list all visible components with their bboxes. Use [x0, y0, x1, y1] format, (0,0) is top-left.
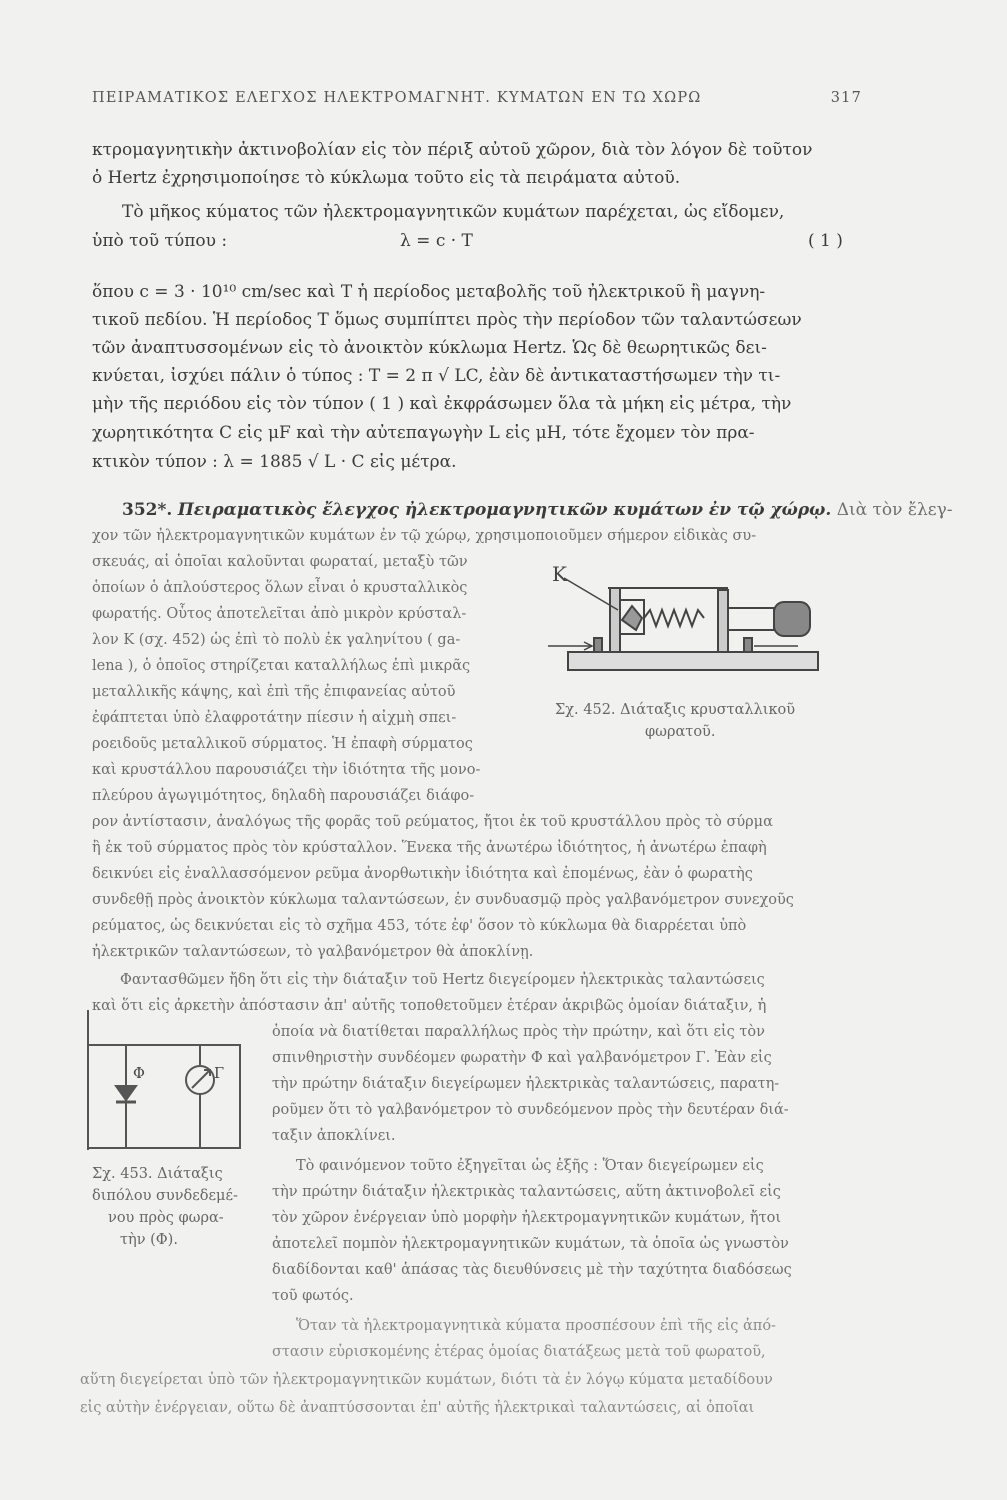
circuit-loop: [88, 1045, 240, 1148]
equation-1-number: ( 1 ): [808, 231, 843, 251]
text-line: μεταλλικῆς κάψης, καὶ ἐπὶ τῆς ἐπιφανείας αὐτοῦ: [92, 684, 456, 700]
text-line: σκευάς, αἱ ὁποῖαι καλοῦνται φωραταί, μεταξὺ τῶν: [92, 554, 468, 570]
text-line: εἰς αὐτὴν ἐνέργειαν, οὕτω δὲ ἀναπτύσσονται ἐπ' αὐτῆς ἠλεκτρικαὶ ταλαντώσεις, αἱ ὁποῖαι: [80, 1400, 755, 1416]
text-line: καὶ ὅτι εἰς ἀρκετὴν ἀπόστασιν ἀπ' αὐτῆς τοποθετοῦμεν ἑτέραν ἀκριβῶς ὁμοίαν διάταξιν, ἡ: [92, 998, 767, 1014]
adjust-shaft: [728, 608, 774, 630]
adjust-knob: [774, 602, 810, 636]
text-line: τὴν πρώτην διάταξιν διεγείρωμεν ἠλεκτρικὰς ταλαντώσεις, παρατη-: [272, 1076, 780, 1092]
text-line: lena ), ὁ ὁποῖος στηρίζεται καταλλήλως ἐπὶ μικρᾶς: [92, 658, 471, 674]
text-line: καὶ κρυστάλλου παρουσιάζει τὴν ἰδιότητα τῆς μονο-: [92, 762, 481, 778]
text-line: σπινθηριστὴν συνδέομεν φωρατὴν Φ καὶ γαλβανόμετρον Γ. Ἐὰν εἰς: [272, 1050, 772, 1066]
text-line: συνδεθῇ πρὸς ἀνοικτὸν κύκλωμα ταλαντώσεων, ἐν συνδυασμῷ πρὸς γαλβανόμετρον συνεχοῦς: [92, 892, 794, 908]
terminal-right: [744, 638, 752, 652]
text-line: Φαντασθῶμεν ἤδη ὅτι εἰς τὴν διάταξιν τοῦ Hertz διεγείρομεν ἠλεκτρικὰς ταλαντώσεις: [120, 972, 765, 988]
page-number: 317: [830, 90, 862, 106]
terminal-left: [594, 638, 602, 652]
running-header: [92, 90, 862, 106]
text-line: ὁποία νὰ διατίθεται παραλλήλως πρὸς τὴν πρώτην, καὶ ὅτι εἰς τὸν: [272, 1024, 765, 1040]
text-line: ὁ Hertz ἐχρησιμοποίησε τὸ κύκλωμα τοῦτο εἰς τὰ πειράματα αὐτοῦ.: [92, 168, 681, 188]
figure-452-crystal-detector: [548, 560, 848, 700]
text-line: δεικνύει εἰς ἐναλλασσόμενον ρεῦμα ἀνορθωτικὴν ἰδιότητα καὶ ἑπομένως, ἐὰν ὁ φωρατὴς: [92, 866, 753, 882]
text-line: ὅπου c = 3 · 10¹⁰ cm/sec καὶ T ἡ περίοδος μεταβολῆς τοῦ ἠλεκτρικοῦ ἢ μαγνη-: [92, 282, 766, 302]
text-line: ροῦμεν ὅτι τὸ γαλβανόμετρον τὸ συνδεόμενον πρὸς τὴν δευτέραν διά-: [272, 1102, 789, 1118]
section-title: Πειραματικὸς ἔλεγχος ἠλεκτρομαγνητικῶν κυμάτων ἐν τῷ χώρῳ.: [177, 500, 832, 520]
text-line: στασιν εὑρισκομένης ἑτέρας ὁμοίας διατάξεως μετὰ τοῦ φωρατοῦ,: [272, 1344, 766, 1360]
figure-453-caption-line: τὴν (Φ).: [120, 1232, 178, 1248]
text-line: τικοῦ πεδίου. Ἡ περίοδος T ὅμως συμπίπτει πρὸς τὴν περίοδον τῶν ταλαντώσεων: [92, 310, 802, 330]
figure-453-caption-line: Σχ. 453. Διάταξις: [92, 1166, 223, 1182]
text-line: διαδίδονται καθ' ἁπάσας τὰς διευθύνσεις μὲ τὴν ταχύτητα διαδόσεως: [272, 1262, 792, 1278]
text-line: ροειδοῦς μεταλλικοῦ σύρματος. Ἡ ἐπαφὴ σύρματος: [92, 736, 473, 752]
text-line: Τὸ φαινόμενον τοῦτο ἐξηγεῖται ὡς ἑξῆς : Ὅταν διεγείρωμεν εἰς: [296, 1158, 764, 1174]
text-line: χωρητικότητα C εἰς μF καὶ τὴν αὐτεπαγωγὴν L εἰς μH, τότε ἔχομεν τὸν πρα-: [92, 423, 755, 443]
text-line: τοῦ φωτός.: [272, 1288, 354, 1304]
text-line: ρον ἀντίστασιν, ἀναλόγως τῆς φορᾶς τοῦ ρεύματος, ἤτοι ἐκ τοῦ κρυστάλλου πρὸς τὸ σύρμα: [92, 814, 773, 830]
detector-diode-icon: [116, 1086, 136, 1100]
text-line: ὁποίων ὁ ἁπλούστερος ὅλων εἶναι ὁ κρυσταλλικὸς: [92, 580, 468, 596]
label-gamma: Γ: [214, 1066, 225, 1082]
figure-452-caption-line1: Σχ. 452. Διάταξις κρυσταλλικοῦ: [555, 702, 796, 718]
label-phi: Φ: [133, 1066, 145, 1082]
text-line: ρεύματος, ὡς δεικνύεται εἰς τὸ σχῆμα 453, τότε ἐφ' ὅσον τὸ κύκλωμα θὰ διαρρέεται ὑπὸ: [92, 918, 747, 934]
base-plate: [568, 652, 818, 670]
text-line: ἐφάπτεται ὑπὸ ἐλαφροτάτην πίεσιν ἡ αἰχμὴ σπει-: [92, 710, 457, 726]
text-line: λον K (σχ. 452) ὡς ἐπὶ τὸ πολὺ ἐκ γαληνίτου ( ga-: [92, 632, 461, 648]
figure-453-caption-line: νου πρὸς φωρα-: [108, 1210, 224, 1226]
text-line: κτρομαγνητικὴν ἀκτινοβολίαν εἰς τὸν πέριξ αὐτοῦ χῶρον, διὰ τὸν λόγον δὲ τοῦτον: [92, 140, 813, 160]
equation-1: λ = c · T: [400, 231, 473, 251]
left-post: [610, 588, 620, 652]
text-line: αὕτη διεγείρεται ὑπὸ τῶν ἠλεκτρομαγνητικῶν κυμάτων, διότι τὰ ἐν λόγῳ κύματα μεταδίδουν: [80, 1372, 773, 1388]
section-heading: [122, 500, 953, 520]
text-line: ὑπὸ τοῦ τύπου :: [92, 231, 228, 251]
text-line: φωρατής. Οὗτος ἀποτελεῖται ἀπὸ μικρὸν κρύσταλ-: [92, 606, 467, 622]
text-line: μὴν τῆς περιόδου εἰς τὸν τύπον ( 1 ) καὶ ἐκφράσωμεν ὅλα τὰ μήκη εἰς μέτρα, τὴν: [92, 394, 792, 414]
crystal: [622, 606, 642, 630]
text-line: Ὅταν τὰ ἠλεκτρομαγνητικὰ κύματα προσπέσουν ἐπὶ τῆς εἰς ἀπό-: [296, 1318, 776, 1334]
text-line: τὴν πρώτην διάταξιν ἠλεκτρικὰς ταλαντώσεις, αὕτη ἀκτινοβολεῖ εἰς: [272, 1184, 781, 1200]
text-line: ἀποτελεῖ πομπὸν ἠλεκτρομαγνητικῶν κυμάτων, τὰ ὁποῖα ὡς γνωστὸν: [272, 1236, 789, 1252]
spring-wire: [644, 610, 704, 626]
figure-452-caption-line2: φωρατοῦ.: [645, 724, 716, 740]
text-line: Τὸ μῆκος κύματος τῶν ἠλεκτρομαγνητικῶν κυμάτων παρέχεται, ὡς εἴδομεν,: [122, 202, 785, 222]
text-line: κτικὸν τύπον : λ = 1885 √ L · C εἰς μέτρα.: [92, 452, 457, 472]
text-line: τὸν χῶρον ἐνέργειαν ὑπὸ μορφὴν ἠλεκτρομαγνητικῶν κυμάτων, ἤτοι: [272, 1210, 782, 1226]
text-line: κνύεται, ἰσχύει πάλιν ὁ τύπος : T = 2 π √ LC, ἐὰν δὲ ἀντικαταστήσωμεν τὴν τι-: [92, 366, 781, 386]
label-k: K: [552, 562, 567, 586]
text-line: πλεύρου ἀγωγιμότητος, δηλαδὴ παρουσιάζει διάφο-: [92, 788, 475, 804]
figure-453-caption-line: διπόλου συνδεδεμέ-: [92, 1188, 238, 1204]
running-title: ΠΕΙΡΑΜΑΤΙΚΟΣ ΕΛΕΓΧΟΣ ΗΛΕΚΤΡΟΜΑΓΝΗΤ. ΚΥΜΑΤΩΝ ΕΝ ΤΩ ΧΩΡΩ: [92, 90, 702, 106]
text-line: ἠλεκτρικῶν ταλαντώσεων, τὸ γαλβανόμετρον θὰ ἀποκλίνῃ.: [92, 944, 534, 960]
right-post: [718, 590, 728, 652]
figure-453-dipole-circuit: [70, 1010, 270, 1160]
section-first-line-tail: Διὰ τὸν ἔλεγ-: [836, 500, 953, 520]
text-line: τῶν ἀναπτυσσομένων εἰς τὸ ἀνοικτὸν κύκλωμα Hertz. Ὡς δὲ θεωρητικῶς δει-: [92, 338, 767, 358]
text-line: ἢ ἐκ τοῦ σύρματος πρὸς τὸν κρύσταλλον. Ἕνεκα τῆς ἀνωτέρω ἰδιότητος, ἡ ἀνωτέρω ἐπαφὴ: [92, 840, 767, 856]
text-line: χον τῶν ἠλεκτρομαγνητικῶν κυμάτων ἐν τῷ χώρῳ, χρησιμοποιοῦμεν σήμερον εἰδικὰς συ-: [92, 528, 757, 544]
section-number: 352*.: [122, 500, 173, 520]
text-line: ταξιν ἀποκλίνει.: [272, 1128, 396, 1144]
